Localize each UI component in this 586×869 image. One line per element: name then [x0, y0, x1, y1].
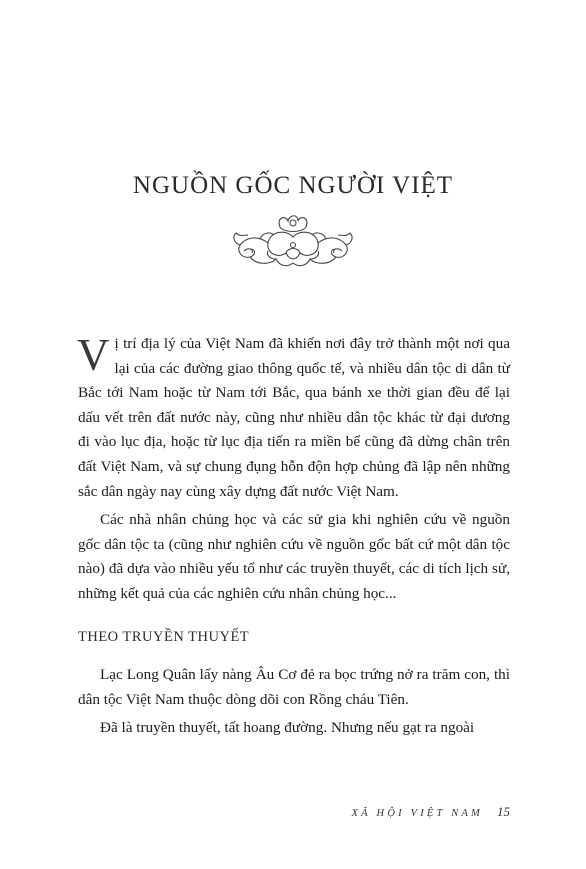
body-paragraph: Đã là truyền thuyết, tất hoang đường. Nhưng nếu gạt ra ngoài — [100, 719, 475, 737]
body-paragraph: Lạc Long Quân lấy nàng Âu Cơ đẻ ra bọc trứng nở ra trăm con, thì dân tộc Việt Nam thuộc dòng dõi con Rồng cháu Tiên. — [78, 666, 510, 708]
chapter-body — [78, 332, 510, 741]
section-heading: THEO TRUYỀN THUYẾT — [78, 628, 250, 645]
chapter-title: NGUỒN GỐC NGƯỜI VIỆT — [132, 172, 454, 199]
body-paragraph: Các nhà nhân chủng học và các sử gia khi nghiên cứu về nguồn gốc dân tộc ta (cũng như nghiên cứu về nguồn gốc bất cứ một dân tộc nào) đã dựa vào nhiều yếu tố như các truyền thuyết, các di tích lịch sử, những kết quả của các nghiên cứu nhân chủng học... — [78, 511, 510, 602]
cloud-ornament-icon — [230, 213, 356, 269]
page-number: 15 — [497, 804, 510, 819]
running-head: XÃ HỘI VIỆT NAM — [351, 808, 483, 819]
intro-paragraph-text: ị trí địa lý của Việt Nam đã khiến nơi đây trở thành một nơi qua lại của các đường giao thông quốc tế, và nhiều dân tộc di dân từ Bắc tới Nam hoặc từ Nam tới Bắc, qua bánh xe thời gian đều để lại dấu vết trên đất nước này, cũng như nhiều dân tộc khác từ đại dương đi vào lục địa, hoặc từ lục địa tiến ra miền bể cũng đã dừng chân trên đất Việt Nam, và sự chung đụng hỗn độn hợp chủng đã lập nên những sắc dân ngày nay cùng xây dựng đất nước Việt Nam. — [78, 335, 510, 500]
page-footer — [330, 804, 510, 820]
intro-paragraph — [78, 332, 510, 504]
drop-cap: V — [77, 330, 110, 380]
